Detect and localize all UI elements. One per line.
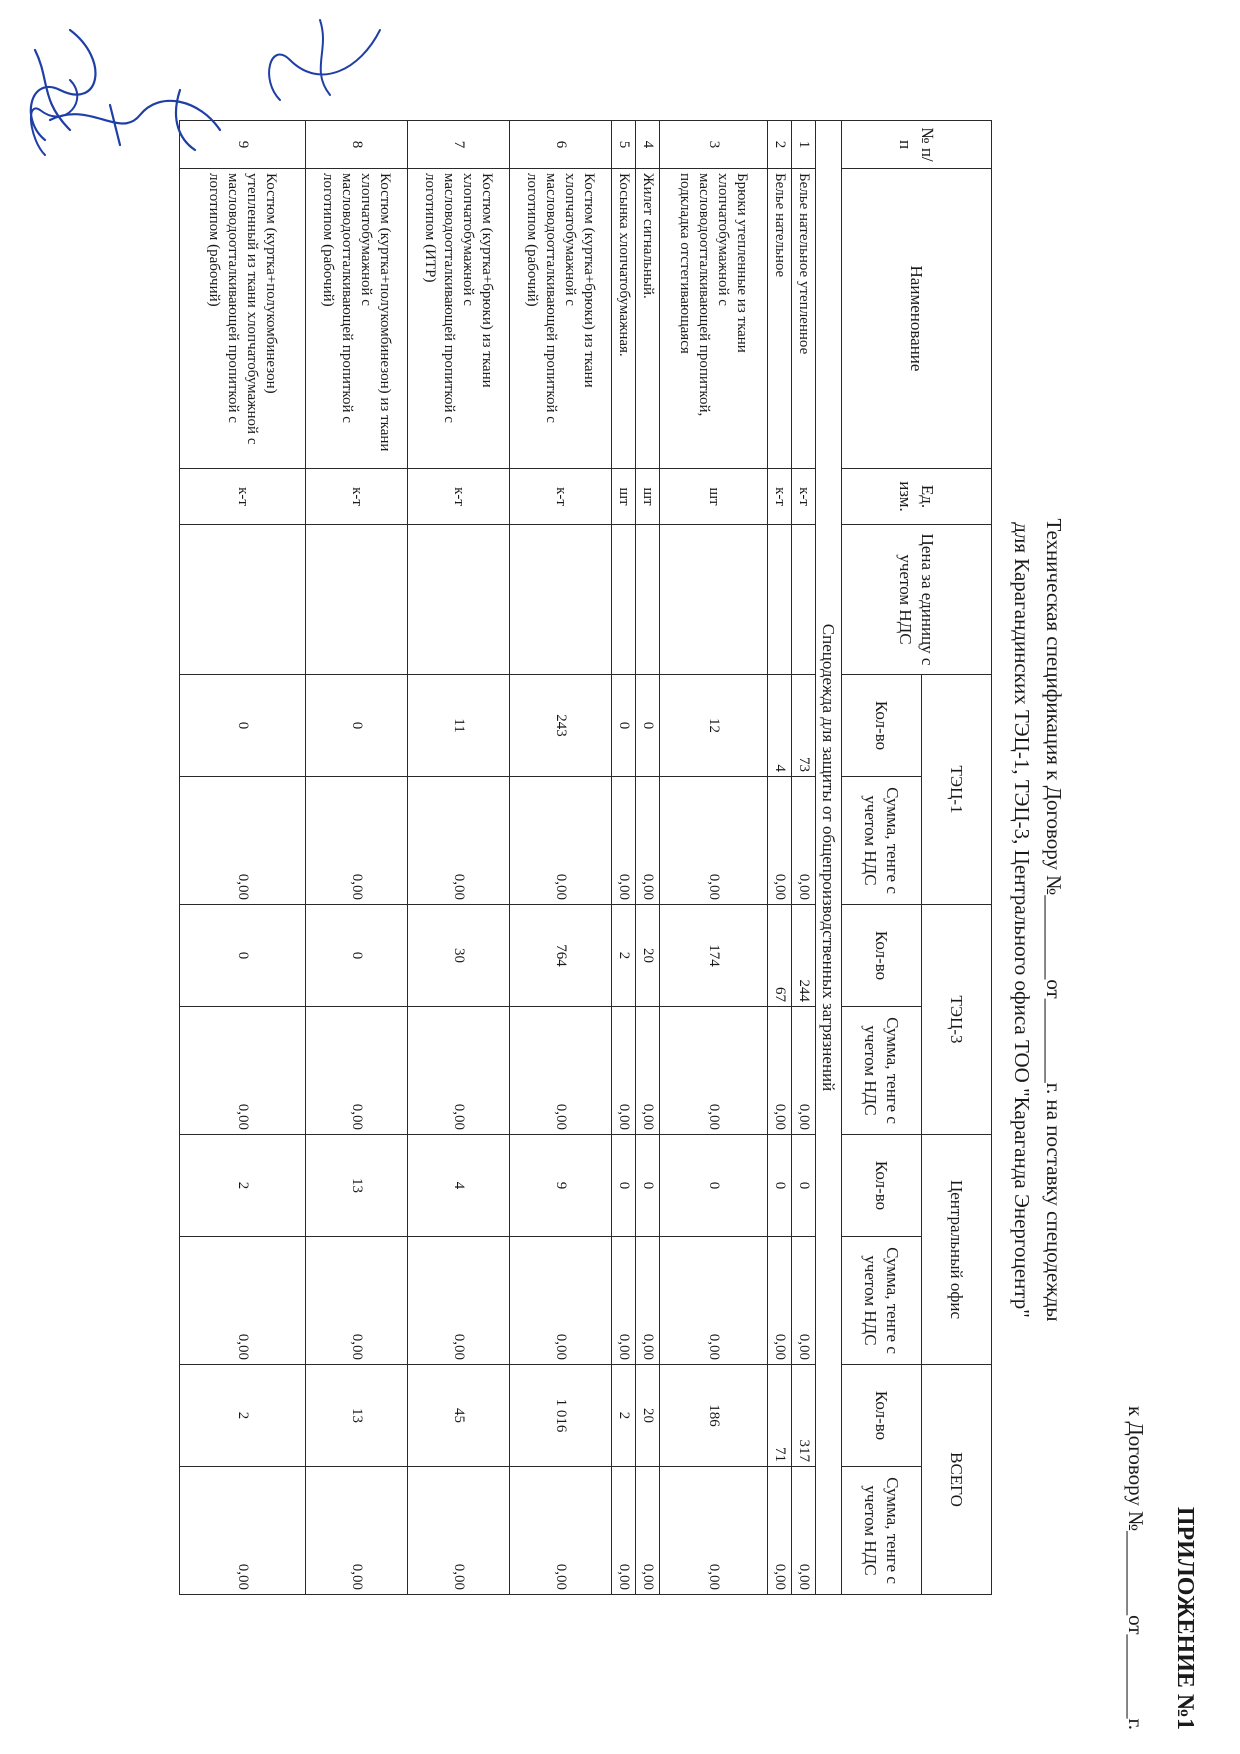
section-title: Спецодежда для защиты от общепроизводственных загрязнений xyxy=(815,121,841,1595)
header-sum: Сумма, тенге с учетом НДС xyxy=(842,1007,922,1135)
cell-unit: к-т xyxy=(407,469,509,525)
header-sum: Сумма, тенге с учетом НДС xyxy=(842,777,922,905)
cell-name: Костюм (куртка+полукомбинезон) из ткани хлопчатобумажной с масловодоотталкивающей пропиткой с логотипом (рабочий) xyxy=(305,169,407,469)
cell-office-qty: 9 xyxy=(509,1135,611,1237)
cell-tec1-sum: 0,00 xyxy=(611,777,635,905)
cell-total-sum: 0,00 xyxy=(407,1467,509,1595)
cell-office-sum: 0,00 xyxy=(611,1237,635,1365)
cell-total-qty: 2 xyxy=(611,1365,635,1467)
cell-tec1-sum: 0,00 xyxy=(659,777,767,905)
cell-tec3-qty: 2 xyxy=(611,905,635,1007)
cell-name: Костюм (куртка+полукомбинезон) утепленный из ткани хлопчатобумажной с масловодоотталкивающей пропиткой с логотипом (рабочий) xyxy=(179,169,305,469)
header-qty: Кол-во xyxy=(842,1365,922,1467)
cell-total-sum: 0,00 xyxy=(509,1467,611,1595)
cell-unit: к-т xyxy=(767,469,791,525)
cell-num: 6 xyxy=(509,121,611,169)
header-price: Цена за единицу с учетом НДС xyxy=(842,525,992,675)
cell-tec3-sum: 0,00 xyxy=(611,1007,635,1135)
cell-num: 3 xyxy=(659,121,767,169)
cell-unit: шт xyxy=(635,469,659,525)
cell-total-sum: 0,00 xyxy=(791,1467,815,1595)
cell-price xyxy=(611,525,635,675)
cell-office-sum: 0,00 xyxy=(407,1237,509,1365)
header-office: Центральный офис xyxy=(922,1135,992,1365)
cell-office-sum: 0,00 xyxy=(767,1237,791,1365)
cell-total-sum: 0,00 xyxy=(767,1467,791,1595)
cell-tec3-qty: 174 xyxy=(659,905,767,1007)
header-qty: Кол-во xyxy=(842,905,922,1007)
cell-office-qty: 0 xyxy=(791,1135,815,1237)
cell-office-qty: 4 xyxy=(407,1135,509,1237)
cell-total-qty: 71 xyxy=(767,1365,791,1467)
title-line-2: для Карагандинских ТЭЦ-1, ТЭЦ-3, Центрального офиса ТОО "Караганда Энергоцентр" xyxy=(1010,522,1034,1318)
header-tec3: ТЭЦ-3 xyxy=(922,905,992,1135)
title-line-1: Техническая спецификация к Договору №________от________г. на поставку спецодежды xyxy=(1042,518,1066,1322)
table-row xyxy=(635,121,659,1595)
header-unit: Ед. изм. xyxy=(842,469,992,525)
cell-tec3-sum: 0,00 xyxy=(305,1007,407,1135)
cell-tec1-qty: 0 xyxy=(305,675,407,777)
cell-tec1-qty: 0 xyxy=(635,675,659,777)
cell-total-qty: 13 xyxy=(305,1365,407,1467)
cell-office-qty: 0 xyxy=(635,1135,659,1237)
table-row xyxy=(407,121,509,1595)
cell-tec3-qty: 20 xyxy=(635,905,659,1007)
cell-unit: шт xyxy=(659,469,767,525)
cell-office-sum: 0,00 xyxy=(305,1237,407,1365)
cell-office-sum: 0,00 xyxy=(635,1237,659,1365)
cell-office-sum: 0,00 xyxy=(179,1237,305,1365)
cell-num: 1 xyxy=(791,121,815,169)
cell-tec3-sum: 0,00 xyxy=(509,1007,611,1135)
cell-office-qty: 0 xyxy=(659,1135,767,1237)
cell-tec1-sum: 0,00 xyxy=(179,777,305,905)
cell-tec1-sum: 0,00 xyxy=(305,777,407,905)
cell-name: Белье нательное утепленное xyxy=(791,169,815,469)
cell-tec1-qty: 0 xyxy=(611,675,635,777)
cell-tec1-qty: 12 xyxy=(659,675,767,777)
cell-office-qty: 13 xyxy=(305,1135,407,1237)
cell-name: Косынка хлопчатобумажная. xyxy=(611,169,635,469)
table-row xyxy=(791,121,815,1595)
cell-price xyxy=(767,525,791,675)
cell-tec3-qty: 244 xyxy=(791,905,815,1007)
cell-office-sum: 0,00 xyxy=(791,1237,815,1365)
cell-price xyxy=(179,525,305,675)
cell-tec3-sum: 0,00 xyxy=(407,1007,509,1135)
cell-tec3-sum: 0,00 xyxy=(179,1007,305,1135)
cell-total-qty: 1 016 xyxy=(509,1365,611,1467)
cell-tec3-qty: 67 xyxy=(767,905,791,1007)
cell-price xyxy=(305,525,407,675)
cell-price xyxy=(635,525,659,675)
cell-name: Белье нательное xyxy=(767,169,791,469)
table-row xyxy=(509,121,611,1595)
header-sum: Сумма, тенге с учетом НДС xyxy=(842,1467,922,1595)
table-row xyxy=(179,121,305,1595)
cell-total-sum: 0,00 xyxy=(635,1467,659,1595)
cell-tec1-sum: 0,00 xyxy=(509,777,611,905)
cell-total-qty: 317 xyxy=(791,1365,815,1467)
cell-office-qty: 0 xyxy=(767,1135,791,1237)
header-qty: Кол-во xyxy=(842,675,922,777)
contract-reference: к Договору №________от________г. xyxy=(1124,1405,1148,1730)
header-total: ВСЕГО xyxy=(922,1365,992,1595)
cell-name: Костюм (куртка+брюки) из ткани хлопчатобумажной с масловодоотталкивающей пропиткой с логотипом (рабочий) xyxy=(509,169,611,469)
cell-tec1-qty: 243 xyxy=(509,675,611,777)
cell-price xyxy=(407,525,509,675)
cell-name: Жилет сигнальный. xyxy=(635,169,659,469)
cell-tec3-qty: 0 xyxy=(179,905,305,1007)
cell-tec1-qty: 73 xyxy=(791,675,815,777)
cell-tec3-qty: 30 xyxy=(407,905,509,1007)
cell-tec3-sum: 0,00 xyxy=(635,1007,659,1135)
cell-tec1-sum: 0,00 xyxy=(407,777,509,905)
cell-total-qty: 186 xyxy=(659,1365,767,1467)
cell-tec1-qty: 4 xyxy=(767,675,791,777)
cell-tec1-qty: 11 xyxy=(407,675,509,777)
header-sum: Сумма, тенге с учетом НДС xyxy=(842,1237,922,1365)
cell-num: 2 xyxy=(767,121,791,169)
cell-tec1-sum: 0,00 xyxy=(635,777,659,905)
cell-tec3-sum: 0,00 xyxy=(659,1007,767,1135)
cell-unit: шт xyxy=(611,469,635,525)
cell-price xyxy=(791,525,815,675)
cell-unit: к-т xyxy=(179,469,305,525)
cell-unit: к-т xyxy=(791,469,815,525)
cell-name: Костюм (куртка+брюки) из ткани хлопчатобумажной с масловодоотталкивающей пропиткой с логотипом (ИТР) xyxy=(407,169,509,469)
cell-num: 5 xyxy=(611,121,635,169)
cell-office-qty: 0 xyxy=(611,1135,635,1237)
cell-price xyxy=(659,525,767,675)
cell-tec3-qty: 0 xyxy=(305,905,407,1007)
table-row xyxy=(767,121,791,1595)
cell-total-qty: 20 xyxy=(635,1365,659,1467)
cell-total-sum: 0,00 xyxy=(611,1467,635,1595)
cell-tec3-qty: 764 xyxy=(509,905,611,1007)
cell-total-sum: 0,00 xyxy=(659,1467,767,1595)
cell-office-qty: 2 xyxy=(179,1135,305,1237)
cell-num: 8 xyxy=(305,121,407,169)
cell-total-sum: 0,00 xyxy=(179,1467,305,1595)
table-row xyxy=(659,121,767,1595)
appendix-label: ПРИЛОЖЕНИЕ №1 xyxy=(1172,1506,1198,1730)
cell-tec1-sum: 0,00 xyxy=(767,777,791,905)
cell-office-sum: 0,00 xyxy=(659,1237,767,1365)
table-row xyxy=(611,121,635,1595)
header-name: Наименование xyxy=(842,169,992,469)
table-row xyxy=(305,121,407,1595)
cell-total-sum: 0,00 xyxy=(305,1467,407,1595)
header-qty: Кол-во xyxy=(842,1135,922,1237)
cell-total-qty: 45 xyxy=(407,1365,509,1467)
cell-name: Брюки утепленные из ткани хлопчатобумажной с масловодоотталкивающей пропиткой, подкладка отстегивающаяся xyxy=(659,169,767,469)
cell-unit: к-т xyxy=(305,469,407,525)
cell-num: 9 xyxy=(179,121,305,169)
cell-tec3-sum: 0,00 xyxy=(791,1007,815,1135)
signature-mark-bottom-left xyxy=(0,10,130,160)
signature-mark-edge xyxy=(250,0,400,120)
cell-price xyxy=(509,525,611,675)
cell-tec1-sum: 0,00 xyxy=(791,777,815,905)
cell-tec1-qty: 0 xyxy=(179,675,305,777)
cell-tec3-sum: 0,00 xyxy=(767,1007,791,1135)
cell-num: 7 xyxy=(407,121,509,169)
cell-office-sum: 0,00 xyxy=(509,1237,611,1365)
header-tec1: ТЭЦ-1 xyxy=(922,675,992,905)
specification-table xyxy=(179,120,992,1595)
cell-unit: к-т xyxy=(509,469,611,525)
header-num: № п/п xyxy=(842,121,992,169)
cell-num: 4 xyxy=(635,121,659,169)
cell-total-qty: 2 xyxy=(179,1365,305,1467)
document-title xyxy=(1006,120,1070,1720)
